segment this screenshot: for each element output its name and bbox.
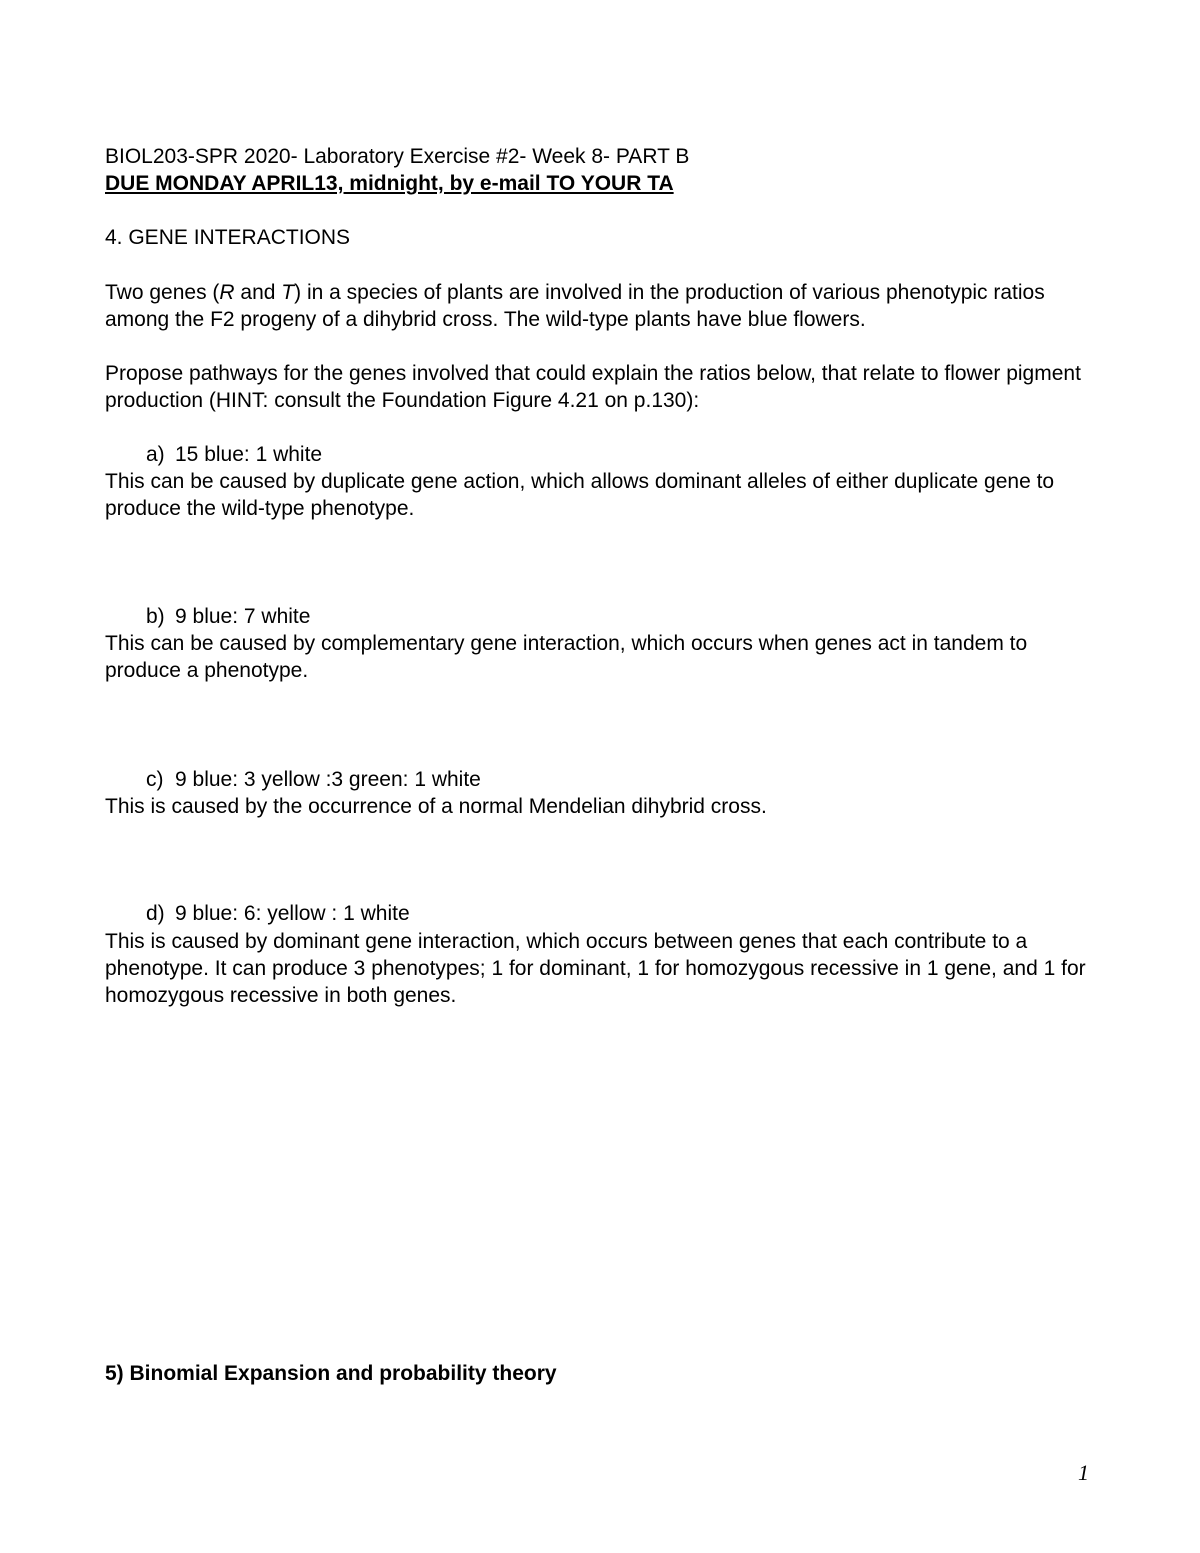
item-b-ratio-text: 9 blue: 7 white	[175, 605, 311, 628]
item-b-answer: This can be caused by complementary gene interaction, which occurs when genes act in tandem to produce a phenotype.	[105, 632, 1028, 682]
item-a-ratio	[146, 441, 322, 468]
document-title: BIOL203-SPR 2020- Laboratory Exercise #2- Week 8- PART B	[105, 145, 690, 168]
intro-text-end: ) in a species of plants are involved in the production of various phenotypic ratios among the F2 progeny of a dihybrid cross. The wild-type plants have blue flowers.	[105, 281, 1045, 331]
item-d-ratio	[146, 900, 410, 927]
gene-r: R	[219, 281, 235, 304]
item-b-ratio	[146, 603, 310, 630]
page-number: 1	[1078, 1460, 1089, 1485]
gene-t: T	[281, 281, 295, 304]
due-date-notice: DUE MONDAY APRIL13, midnight, by e-mail TO YOUR TA	[105, 172, 674, 195]
intro-text-start: Two genes (	[105, 281, 220, 304]
item-a-ratio-text: 15 blue: 1 white	[175, 443, 323, 466]
item-d-answer: This is caused by dominant gene interaction, which occurs between genes that each contribute to a phenotype. It can produce 3 phenotypes; 1 for dominant, 1 for homozygous recessive in 1 gene, and 1 for homozygous recessive in both genes.	[105, 930, 1086, 1007]
item-d-letter: d)	[146, 902, 165, 925]
item-b-letter: b)	[146, 605, 165, 628]
intro-text-and: and	[234, 281, 282, 304]
section-4-prompt: Propose pathways for the genes involved that could explain the ratios below, that relate to flower pigment production (HINT: consult the Foundation Figure 4.21 on p.130):	[105, 362, 1081, 412]
item-c-answer: This is caused by the occurrence of a normal Mendelian dihybrid cross.	[105, 795, 767, 818]
item-d-ratio-text: 9 blue: 6: yellow : 1 white	[175, 902, 410, 925]
item-c-ratio	[146, 766, 481, 793]
section-5-heading: 5) Binomial Expansion and probability theory	[105, 1362, 557, 1385]
section-4-heading: 4. GENE INTERACTIONS	[105, 226, 351, 249]
item-c-ratio-text: 9 blue: 3 yellow :3 green: 1 white	[175, 768, 481, 791]
item-a-answer: This can be caused by duplicate gene action, which allows dominant alleles of either duplicate gene to produce the wild-type phenotype.	[105, 470, 1055, 520]
section-4-intro	[105, 279, 1105, 333]
item-a-letter: a)	[146, 443, 165, 466]
item-c-letter: c)	[146, 768, 164, 791]
